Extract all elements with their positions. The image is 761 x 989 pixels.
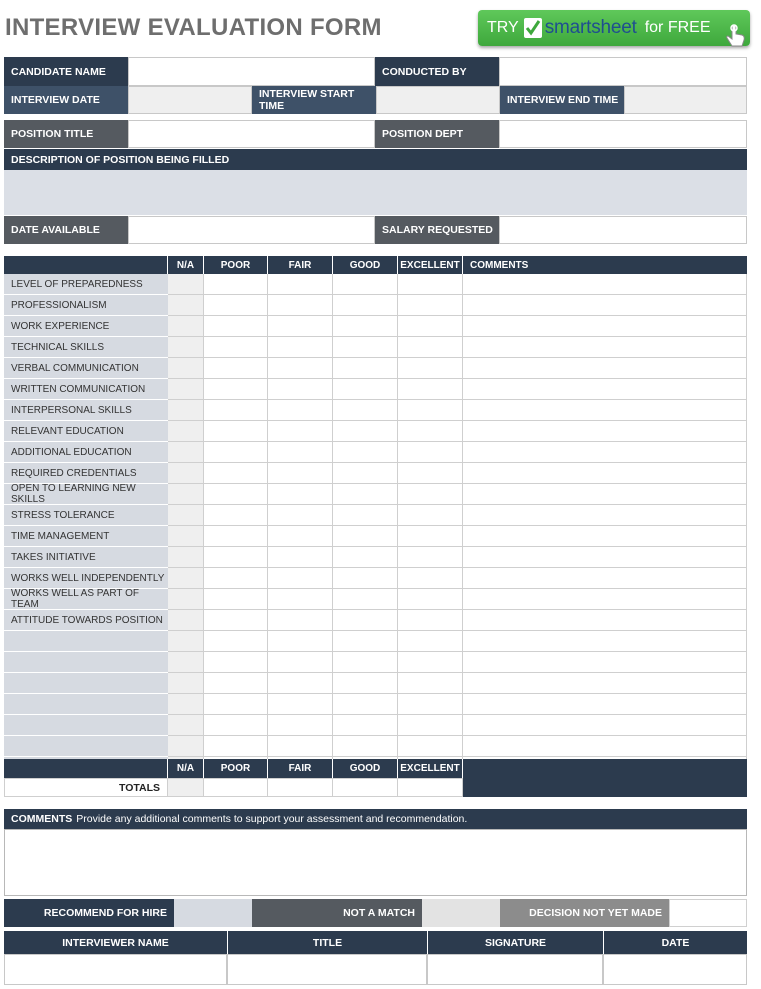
rating-comments-cell[interactable] xyxy=(463,673,747,694)
rating-comments-cell[interactable] xyxy=(463,358,747,379)
rating-fair-cell[interactable] xyxy=(268,589,333,610)
rating-poor-cell[interactable] xyxy=(204,484,268,505)
position-dept-label: POSITION DEPT xyxy=(375,120,499,148)
position-dept-field[interactable] xyxy=(499,120,747,148)
rating-excellent-cell[interactable] xyxy=(398,568,463,589)
footer-comments-blank xyxy=(463,759,747,778)
interview-date-label: INTERVIEW DATE xyxy=(4,86,128,114)
badge-free-label: for FREE xyxy=(644,19,711,36)
rating-good-cell[interactable] xyxy=(333,631,398,652)
rating-comments-cell[interactable] xyxy=(463,631,747,652)
date-field[interactable] xyxy=(603,954,747,985)
rating-good-cell[interactable] xyxy=(333,358,398,379)
rating-na-cell[interactable] xyxy=(168,358,204,379)
total-excellent xyxy=(398,778,463,797)
rating-comments-cell[interactable] xyxy=(463,526,747,547)
conducted-by-label: CONDUCTED BY xyxy=(375,57,499,86)
criterion-label: OPEN TO LEARNING NEW SKILLS xyxy=(4,484,168,505)
description-label: DESCRIPTION OF POSITION BEING FILLED xyxy=(4,149,747,170)
signature-header: SIGNATURE xyxy=(427,931,603,954)
recommend-for-hire-checkbox[interactable] xyxy=(174,899,252,927)
interview-start-time-field[interactable] xyxy=(376,86,500,114)
criterion-label: WORKS WELL INDEPENDENTLY xyxy=(4,568,168,589)
rating-good-cell[interactable] xyxy=(333,610,398,631)
rating-comments-cell[interactable] xyxy=(463,316,747,337)
rating-fair-cell[interactable] xyxy=(268,463,333,484)
rating-excellent-cell[interactable] xyxy=(398,526,463,547)
footer-fair-header: FAIR xyxy=(268,759,333,778)
title-field[interactable] xyxy=(227,954,427,985)
rating-na-cell[interactable] xyxy=(168,295,204,316)
total-na xyxy=(168,778,204,797)
rating-poor-cell[interactable] xyxy=(204,568,268,589)
total-fair xyxy=(268,778,333,797)
not-a-match-checkbox[interactable] xyxy=(422,899,500,927)
comments-hint: Provide any additional comments to support your assessment and recommendation. xyxy=(76,813,468,825)
criterion-label: ADDITIONAL EDUCATION xyxy=(4,442,168,463)
criterion-label: VERBAL COMMUNICATION xyxy=(4,358,168,379)
rating-poor-cell[interactable] xyxy=(204,295,268,316)
rating-na-cell[interactable] xyxy=(168,484,204,505)
rating-good-cell[interactable] xyxy=(333,505,398,526)
criterion-label xyxy=(4,673,168,694)
rating-na-cell[interactable] xyxy=(168,505,204,526)
rating-comments-cell[interactable] xyxy=(463,736,747,757)
rating-na-cell[interactable] xyxy=(168,421,204,442)
rating-comments-cell[interactable] xyxy=(463,715,747,736)
rating-good-cell[interactable] xyxy=(333,526,398,547)
rating-poor-cell[interactable] xyxy=(204,316,268,337)
rating-na-cell[interactable] xyxy=(168,715,204,736)
criterion-label: STRESS TOLERANCE xyxy=(4,505,168,526)
rating-comments-cell[interactable] xyxy=(463,379,747,400)
rating-na-cell[interactable] xyxy=(168,274,204,295)
criterion-label: WORK EXPERIENCE xyxy=(4,316,168,337)
rating-na-cell[interactable] xyxy=(168,652,204,673)
rating-na-cell[interactable] xyxy=(168,400,204,421)
decision-not-yet-made-label: DECISION NOT YET MADE xyxy=(500,899,669,927)
rating-fair-cell[interactable] xyxy=(268,295,333,316)
rating-fair-cell[interactable] xyxy=(268,526,333,547)
footer-good-header: GOOD xyxy=(333,759,398,778)
criterion-label: PROFESSIONALISM xyxy=(4,295,168,316)
rating-comments-cell[interactable] xyxy=(463,547,747,568)
interviewer-name-header: INTERVIEWER NAME xyxy=(4,931,227,954)
rating-na-cell[interactable] xyxy=(168,568,204,589)
description-field[interactable] xyxy=(4,170,747,215)
rating-good-cell[interactable] xyxy=(333,652,398,673)
col-na-header: N/A xyxy=(168,256,204,274)
criterion-label: ATTITUDE TOWARDS POSITION xyxy=(4,610,168,631)
salary-requested-field[interactable] xyxy=(499,216,747,244)
rating-poor-cell[interactable] xyxy=(204,673,268,694)
rating-fair-cell[interactable] xyxy=(268,715,333,736)
decision-not-yet-made-checkbox[interactable] xyxy=(669,899,747,927)
rating-na-cell[interactable] xyxy=(168,379,204,400)
rating-poor-cell[interactable] xyxy=(204,547,268,568)
criterion-label: TECHNICAL SKILLS xyxy=(4,337,168,358)
rating-good-cell[interactable] xyxy=(333,295,398,316)
rating-good-cell[interactable] xyxy=(333,400,398,421)
rating-excellent-cell[interactable] xyxy=(398,694,463,715)
rating-na-cell[interactable] xyxy=(168,337,204,358)
recommend-for-hire-label: RECOMMEND FOR HIRE xyxy=(4,899,174,927)
totals-comments-blank xyxy=(463,778,747,797)
criterion-label xyxy=(4,631,168,652)
rating-excellent-cell[interactable] xyxy=(398,673,463,694)
footer-na-header: N/A xyxy=(168,759,204,778)
rating-fair-cell[interactable] xyxy=(268,358,333,379)
rating-excellent-cell[interactable] xyxy=(398,274,463,295)
interview-date-field[interactable] xyxy=(128,86,252,114)
rating-good-cell[interactable] xyxy=(333,379,398,400)
rating-excellent-cell[interactable] xyxy=(398,505,463,526)
title-header: TITLE xyxy=(227,931,427,954)
rating-poor-cell[interactable] xyxy=(204,505,268,526)
rating-excellent-cell[interactable] xyxy=(398,358,463,379)
col-excellent-header: EXCELLENT xyxy=(398,256,463,274)
rating-good-cell[interactable] xyxy=(333,694,398,715)
rating-fair-cell[interactable] xyxy=(268,316,333,337)
rating-comments-cell[interactable] xyxy=(463,694,747,715)
rating-comments-cell[interactable] xyxy=(463,505,747,526)
rating-poor-cell[interactable] xyxy=(204,610,268,631)
rating-comments-cell[interactable] xyxy=(463,484,747,505)
date-header: DATE xyxy=(603,931,747,954)
rating-good-cell[interactable] xyxy=(333,673,398,694)
rating-good-cell[interactable] xyxy=(333,421,398,442)
rating-fair-cell[interactable] xyxy=(268,736,333,757)
criterion-label xyxy=(4,652,168,673)
rating-fair-cell[interactable] xyxy=(268,274,333,295)
rating-good-cell[interactable] xyxy=(333,547,398,568)
rating-fair-cell[interactable] xyxy=(268,568,333,589)
rating-good-cell[interactable] xyxy=(333,589,398,610)
rating-fair-cell[interactable] xyxy=(268,547,333,568)
rating-comments-cell[interactable] xyxy=(463,652,747,673)
criterion-label: INTERPERSONAL SKILLS xyxy=(4,400,168,421)
rating-excellent-cell[interactable] xyxy=(398,442,463,463)
rating-fair-cell[interactable] xyxy=(268,379,333,400)
rating-poor-cell[interactable] xyxy=(204,715,268,736)
total-good xyxy=(333,778,398,797)
rating-poor-cell[interactable] xyxy=(204,736,268,757)
rating-comments-cell[interactable] xyxy=(463,337,747,358)
rating-poor-cell[interactable] xyxy=(204,631,268,652)
rating-good-cell[interactable] xyxy=(333,316,398,337)
interview-end-time-label: INTERVIEW END TIME xyxy=(500,86,624,114)
rating-excellent-cell[interactable] xyxy=(398,379,463,400)
criterion-label xyxy=(4,736,168,757)
col-fair-header: FAIR xyxy=(268,256,333,274)
col-good-header: GOOD xyxy=(333,256,398,274)
rating-poor-cell[interactable] xyxy=(204,337,268,358)
checkmark-icon xyxy=(524,18,542,38)
conducted-by-field[interactable] xyxy=(499,57,747,86)
rating-excellent-cell[interactable] xyxy=(398,463,463,484)
rating-na-cell[interactable] xyxy=(168,610,204,631)
rating-na-cell[interactable] xyxy=(168,694,204,715)
signature-field[interactable] xyxy=(427,954,603,985)
footer-poor-header: POOR xyxy=(204,759,268,778)
rating-good-cell[interactable] xyxy=(333,442,398,463)
rating-na-cell[interactable] xyxy=(168,547,204,568)
rating-excellent-cell[interactable] xyxy=(398,652,463,673)
rating-fair-cell[interactable] xyxy=(268,652,333,673)
rating-poor-cell[interactable] xyxy=(204,358,268,379)
rating-comments-cell[interactable] xyxy=(463,274,747,295)
rating-na-cell[interactable] xyxy=(168,673,204,694)
rating-good-cell[interactable] xyxy=(333,274,398,295)
rating-na-cell[interactable] xyxy=(168,736,204,757)
rating-comments-cell[interactable] xyxy=(463,568,747,589)
rating-excellent-cell[interactable] xyxy=(398,316,463,337)
rating-excellent-cell[interactable] xyxy=(398,400,463,421)
rating-comments-cell[interactable] xyxy=(463,463,747,484)
rating-poor-cell[interactable] xyxy=(204,463,268,484)
criterion-label: RELEVANT EDUCATION xyxy=(4,421,168,442)
rating-na-cell[interactable] xyxy=(168,589,204,610)
candidate-name-label: CANDIDATE NAME xyxy=(4,57,128,86)
rating-poor-cell[interactable] xyxy=(204,274,268,295)
rating-fair-cell[interactable] xyxy=(268,442,333,463)
rating-fair-cell[interactable] xyxy=(268,337,333,358)
criterion-label: WORKS WELL AS PART OF TEAM xyxy=(4,589,168,610)
criterion-label: TIME MANAGEMENT xyxy=(4,526,168,547)
rating-excellent-cell[interactable] xyxy=(398,736,463,757)
criterion-label: WRITTEN COMMUNICATION xyxy=(4,379,168,400)
rating-na-cell[interactable] xyxy=(168,526,204,547)
rating-excellent-cell[interactable] xyxy=(398,547,463,568)
comments-label: COMMENTS xyxy=(11,813,73,825)
rating-good-cell[interactable] xyxy=(333,568,398,589)
rating-fair-cell[interactable] xyxy=(268,484,333,505)
badge-try-label: TRY xyxy=(487,19,519,36)
position-title-label: POSITION TITLE xyxy=(4,120,128,148)
rating-comments-cell[interactable] xyxy=(463,610,747,631)
comments-header xyxy=(4,809,747,829)
salary-requested-label: SALARY REQUESTED xyxy=(375,216,499,244)
rating-excellent-cell[interactable] xyxy=(398,589,463,610)
rating-excellent-cell[interactable] xyxy=(398,631,463,652)
criterion-label xyxy=(4,715,168,736)
rating-fair-cell[interactable] xyxy=(268,694,333,715)
rating-excellent-cell[interactable] xyxy=(398,610,463,631)
rating-poor-cell[interactable] xyxy=(204,421,268,442)
interviewer-name-field[interactable] xyxy=(4,954,227,985)
total-poor xyxy=(204,778,268,797)
rating-good-cell[interactable] xyxy=(333,337,398,358)
rating-comments-cell[interactable] xyxy=(463,295,747,316)
rating-fair-cell[interactable] xyxy=(268,400,333,421)
totals-label: TOTALS xyxy=(4,778,168,797)
candidate-name-field[interactable] xyxy=(128,57,375,86)
criterion-label: TAKES INITIATIVE xyxy=(4,547,168,568)
badge-brand: smartsheet xyxy=(544,17,637,38)
rating-fair-cell[interactable] xyxy=(268,673,333,694)
rating-poor-cell[interactable] xyxy=(204,379,268,400)
rating-excellent-cell[interactable] xyxy=(398,421,463,442)
rating-poor-cell[interactable] xyxy=(204,400,268,421)
rating-fair-cell[interactable] xyxy=(268,421,333,442)
date-available-label: DATE AVAILABLE xyxy=(4,216,128,244)
interview-start-time-label: INTERVIEW START TIME xyxy=(252,86,376,114)
rating-comments-cell[interactable] xyxy=(463,400,747,421)
rating-poor-cell[interactable] xyxy=(204,652,268,673)
not-a-match-label: NOT A MATCH xyxy=(252,899,422,927)
rating-excellent-cell[interactable] xyxy=(398,337,463,358)
rating-excellent-cell[interactable] xyxy=(398,484,463,505)
try-smartsheet-button[interactable] xyxy=(478,10,750,46)
page-title: INTERVIEW EVALUATION FORM xyxy=(5,14,382,41)
pointer-hand-icon xyxy=(724,24,746,53)
footer-excellent-header: EXCELLENT xyxy=(398,759,463,778)
rating-poor-cell[interactable] xyxy=(204,442,268,463)
rating-poor-cell[interactable] xyxy=(204,694,268,715)
rating-poor-cell[interactable] xyxy=(204,526,268,547)
date-available-field[interactable] xyxy=(128,216,375,244)
col-comments-header: COMMENTS xyxy=(463,256,747,274)
criterion-label: REQUIRED CREDENTIALS xyxy=(4,463,168,484)
comments-field[interactable] xyxy=(4,829,747,896)
footer-blank-header xyxy=(4,759,168,778)
rating-comments-cell[interactable] xyxy=(463,589,747,610)
rating-good-cell[interactable] xyxy=(333,484,398,505)
rating-good-cell[interactable] xyxy=(333,463,398,484)
rating-na-cell[interactable] xyxy=(168,442,204,463)
rating-excellent-cell[interactable] xyxy=(398,295,463,316)
rating-good-cell[interactable] xyxy=(333,715,398,736)
col-poor-header: POOR xyxy=(204,256,268,274)
position-title-field[interactable] xyxy=(128,120,375,148)
interview-end-time-field[interactable] xyxy=(624,86,747,114)
rating-fair-cell[interactable] xyxy=(268,631,333,652)
rating-fair-cell[interactable] xyxy=(268,505,333,526)
rating-poor-cell[interactable] xyxy=(204,589,268,610)
rating-na-cell[interactable] xyxy=(168,316,204,337)
rating-na-cell[interactable] xyxy=(168,631,204,652)
rating-na-cell[interactable] xyxy=(168,463,204,484)
criterion-label: LEVEL OF PREPAREDNESS xyxy=(4,274,168,295)
rating-good-cell[interactable] xyxy=(333,736,398,757)
rating-comments-cell[interactable] xyxy=(463,442,747,463)
rating-comments-cell[interactable] xyxy=(463,421,747,442)
criterion-label xyxy=(4,694,168,715)
rating-excellent-cell[interactable] xyxy=(398,715,463,736)
rating-fair-cell[interactable] xyxy=(268,610,333,631)
criteria-header xyxy=(4,256,168,274)
